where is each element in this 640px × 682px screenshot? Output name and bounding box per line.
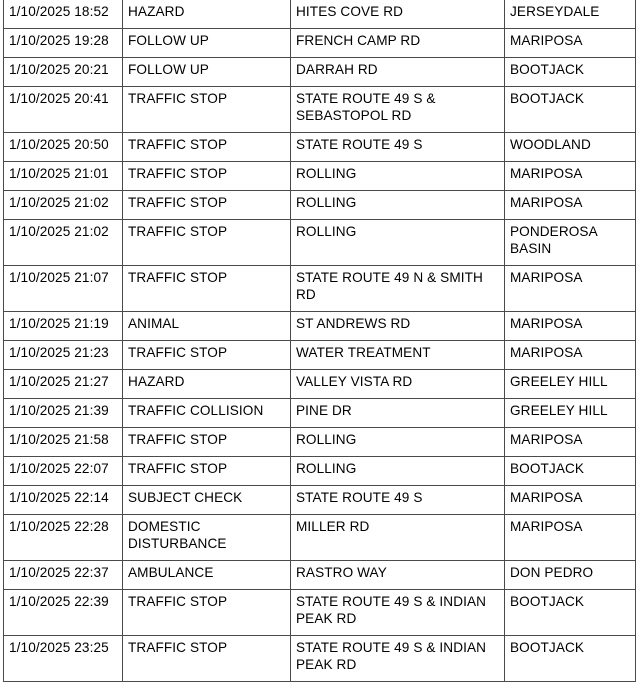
city-cell: GREELEY HILL [505,399,636,428]
call-type-cell: FOLLOW UP [123,29,291,58]
city-cell: MARIPOSA [505,312,636,341]
time-cell: 1/10/2025 20:41 [4,87,123,133]
location-cell: MILLER RD [291,515,505,561]
location-cell: STATE ROUTE 49 S [291,133,505,162]
time-cell: 1/10/2025 21:27 [4,370,123,399]
call-type-cell: FOLLOW UP [123,58,291,87]
city-cell: MARIPOSA [505,341,636,370]
call-type-cell: HAZARD [123,370,291,399]
location-cell: FRENCH CAMP RD [291,29,505,58]
call-type-cell: DOMESTIC DISTURBANCE [123,515,291,561]
city-cell: BOOTJACK [505,636,636,682]
location-cell: ROLLING [291,220,505,266]
city-cell: BOOTJACK [505,87,636,133]
time-cell: 1/10/2025 22:14 [4,486,123,515]
table-row [4,312,636,341]
call-type-cell: TRAFFIC STOP [123,457,291,486]
city-cell: MARIPOSA [505,162,636,191]
table-row [4,515,636,561]
table-row [4,266,636,312]
time-cell: 1/10/2025 21:23 [4,341,123,370]
location-cell: STATE ROUTE 49 S & INDIAN PEAK RD [291,636,505,682]
table-row [4,58,636,87]
table-row [4,561,636,590]
table-row [4,428,636,457]
city-cell: DON PEDRO [505,561,636,590]
city-cell: BOOTJACK [505,58,636,87]
call-type-cell: TRAFFIC STOP [123,133,291,162]
time-cell: 1/10/2025 21:02 [4,191,123,220]
time-cell: 1/10/2025 22:28 [4,515,123,561]
call-type-cell: ANIMAL [123,312,291,341]
call-type-cell: TRAFFIC STOP [123,428,291,457]
time-cell: 1/10/2025 21:07 [4,266,123,312]
table-row [4,486,636,515]
time-cell: 1/10/2025 20:50 [4,133,123,162]
call-type-cell: TRAFFIC STOP [123,191,291,220]
time-cell: 1/10/2025 22:39 [4,590,123,636]
call-type-cell: TRAFFIC STOP [123,220,291,266]
time-cell: 1/10/2025 21:58 [4,428,123,457]
time-cell: 1/10/2025 21:01 [4,162,123,191]
city-cell: MARIPOSA [505,486,636,515]
table-row [4,133,636,162]
location-cell: ROLLING [291,162,505,191]
city-cell: BOOTJACK [505,590,636,636]
call-type-cell: HAZARD [123,0,291,29]
table-row [4,162,636,191]
location-cell: RASTRO WAY [291,561,505,590]
table-row [4,457,636,486]
time-cell: 1/10/2025 21:19 [4,312,123,341]
time-cell: 1/10/2025 22:07 [4,457,123,486]
call-log-body [4,0,636,682]
table-row [4,29,636,58]
table-row [4,399,636,428]
time-cell: 1/10/2025 21:39 [4,399,123,428]
city-cell: MARIPOSA [505,191,636,220]
time-cell: 1/10/2025 21:02 [4,220,123,266]
location-cell: HITES COVE RD [291,0,505,29]
location-cell: STATE ROUTE 49 S [291,486,505,515]
table-row [4,341,636,370]
call-type-cell: TRAFFIC STOP [123,636,291,682]
call-type-cell: AMBULANCE [123,561,291,590]
call-type-cell: TRAFFIC STOP [123,87,291,133]
call-type-cell: TRAFFIC STOP [123,266,291,312]
table-row [4,220,636,266]
call-type-cell: TRAFFIC STOP [123,162,291,191]
location-cell: WATER TREATMENT [291,341,505,370]
time-cell: 1/10/2025 22:37 [4,561,123,590]
location-cell: PINE DR [291,399,505,428]
city-cell: WOODLAND [505,133,636,162]
location-cell: ROLLING [291,191,505,220]
city-cell: BOOTJACK [505,457,636,486]
table-row [4,191,636,220]
call-type-cell: TRAFFIC COLLISION [123,399,291,428]
location-cell: ROLLING [291,457,505,486]
table-row [4,0,636,29]
city-cell: MARIPOSA [505,428,636,457]
call-type-cell: TRAFFIC STOP [123,590,291,636]
city-cell: GREELEY HILL [505,370,636,399]
city-cell: MARIPOSA [505,515,636,561]
time-cell: 1/10/2025 18:52 [4,0,123,29]
location-cell: STATE ROUTE 49 S & INDIAN PEAK RD [291,590,505,636]
location-cell: VALLEY VISTA RD [291,370,505,399]
location-cell: ROLLING [291,428,505,457]
table-row [4,370,636,399]
time-cell: 1/10/2025 20:21 [4,58,123,87]
city-cell: MARIPOSA [505,29,636,58]
call-type-cell: TRAFFIC STOP [123,341,291,370]
location-cell: STATE ROUTE 49 S & SEBASTOPOL RD [291,87,505,133]
call-log-table [3,0,636,682]
location-cell: DARRAH RD [291,58,505,87]
location-cell: STATE ROUTE 49 N & SMITH RD [291,266,505,312]
time-cell: 1/10/2025 19:28 [4,29,123,58]
table-row [4,87,636,133]
city-cell: JERSEYDALE [505,0,636,29]
table-row [4,636,636,682]
city-cell: PONDEROSA BASIN [505,220,636,266]
table-row [4,590,636,636]
city-cell: MARIPOSA [505,266,636,312]
call-type-cell: SUBJECT CHECK [123,486,291,515]
time-cell: 1/10/2025 23:25 [4,636,123,682]
location-cell: ST ANDREWS RD [291,312,505,341]
